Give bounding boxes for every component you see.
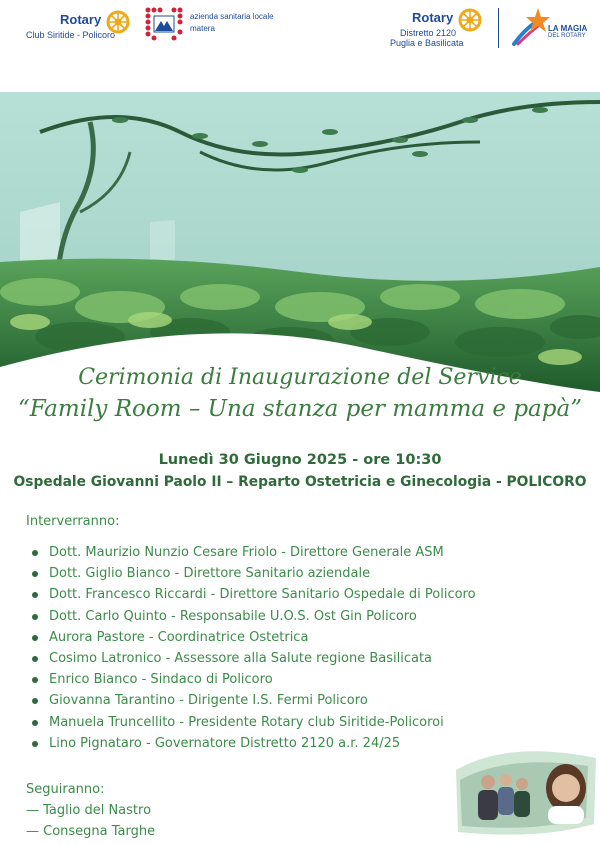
- speaker-text: Manuela Truncellito - Presidente Rotary club Siritide-Policoroi: [49, 714, 444, 730]
- bullet-icon: [32, 720, 38, 726]
- speaker-text: Dott. Giglio Bianco - Direttore Sanitario aziendale: [49, 566, 371, 582]
- bullet-icon: [32, 741, 38, 747]
- la-magia-logo: [510, 6, 590, 50]
- group-photo: [448, 740, 600, 840]
- ceremony-title: Cerimonia di Inaugurazione del Service: [78, 365, 522, 390]
- rotary-district-line-1: Distretto 2120: [400, 28, 457, 38]
- rotary-club-logo: [20, 10, 132, 42]
- rotary-wheel-icon: [106, 10, 130, 34]
- service-name: “Family Room – Una stanza per mamma e papà”: [18, 396, 582, 422]
- bullet-icon: [32, 677, 38, 683]
- speaker-text: Enrico Bianco - Sindaco di Policoro: [49, 672, 273, 688]
- event-date: Lunedì 30 Giugno 2025 - ore 10:30: [158, 452, 442, 468]
- list-item: [30, 587, 476, 608]
- list-item: [30, 651, 476, 672]
- speaker-text: Aurora Pastore - Coordinatrice Ostetrica: [49, 629, 309, 645]
- speaker-text: Dott. Maurizio Nunzio Cesare Friolo - Direttore Generale ASM: [49, 545, 444, 560]
- speaker-text: Dott. Carlo Quinto - Responsabile U.O.S. Ost Gin Policoro: [49, 608, 417, 624]
- la-magia-line-1: LA MAGIA: [548, 24, 588, 33]
- list-item: [30, 736, 476, 757]
- header-divider: [498, 8, 499, 48]
- bullet-icon: [32, 614, 38, 620]
- la-magia-line-2: DEL ROTARY: [548, 33, 586, 39]
- bullet-icon: [32, 550, 38, 556]
- rotary-district-line-2: Puglia e Basilicata: [390, 38, 464, 48]
- list-item: [30, 672, 476, 693]
- list-item: [30, 566, 476, 587]
- asl-line-2: matera: [190, 24, 215, 33]
- list-item: [30, 693, 476, 714]
- rotary-club-brand: Rotary: [60, 12, 102, 27]
- follow-intro: Seguiranno:: [26, 782, 105, 797]
- star-rocket-icon: [510, 6, 550, 46]
- list-item: [30, 545, 476, 566]
- hero-mural-image: [0, 92, 600, 392]
- speaker-text: Giovanna Tarantino - Dirigente I.S. Fermi Policoro: [49, 693, 368, 709]
- speaker-text: Cosimo Latronico - Assessore alla Salute regione Basilicata: [49, 650, 433, 666]
- rotary-district-brand: Rotary: [412, 10, 454, 25]
- bullet-icon: [32, 592, 38, 598]
- bullet-icon: [32, 635, 38, 641]
- rotary-wheel-icon: [458, 8, 482, 32]
- list-item: [30, 715, 476, 736]
- header: [0, 0, 600, 90]
- follow-section: [26, 779, 155, 842]
- event-place: Ospedale Giovanni Paolo II – Reparto Ostetricia e Ginecologia - POLICORO: [13, 474, 587, 490]
- asl-emblem-icon: [142, 4, 186, 44]
- rotary-district-logo: [386, 8, 486, 52]
- speakers-list: [30, 545, 476, 757]
- speakers-intro: Interverranno:: [26, 514, 120, 529]
- asl-matera-logo: [142, 4, 274, 46]
- follow-item: — Consegna Targhe: [26, 824, 156, 839]
- bullet-icon: [32, 698, 38, 704]
- speaker-text: Lino Pignataro - Governatore Distretto 2120 a.r. 24/25: [49, 735, 401, 751]
- bullet-icon: [32, 656, 38, 662]
- bullet-icon: [32, 571, 38, 577]
- rotary-club-name: Club Siritide - Policoro: [26, 30, 116, 40]
- list-item: [30, 630, 476, 651]
- asl-line-1: azienda sanitaria locale: [190, 12, 274, 21]
- list-item: [30, 609, 476, 630]
- speaker-text: Dott. Francesco Riccardi - Direttore Sanitario Ospedale di Policoro: [49, 587, 476, 603]
- follow-item: — Taglio del Nastro: [26, 803, 152, 818]
